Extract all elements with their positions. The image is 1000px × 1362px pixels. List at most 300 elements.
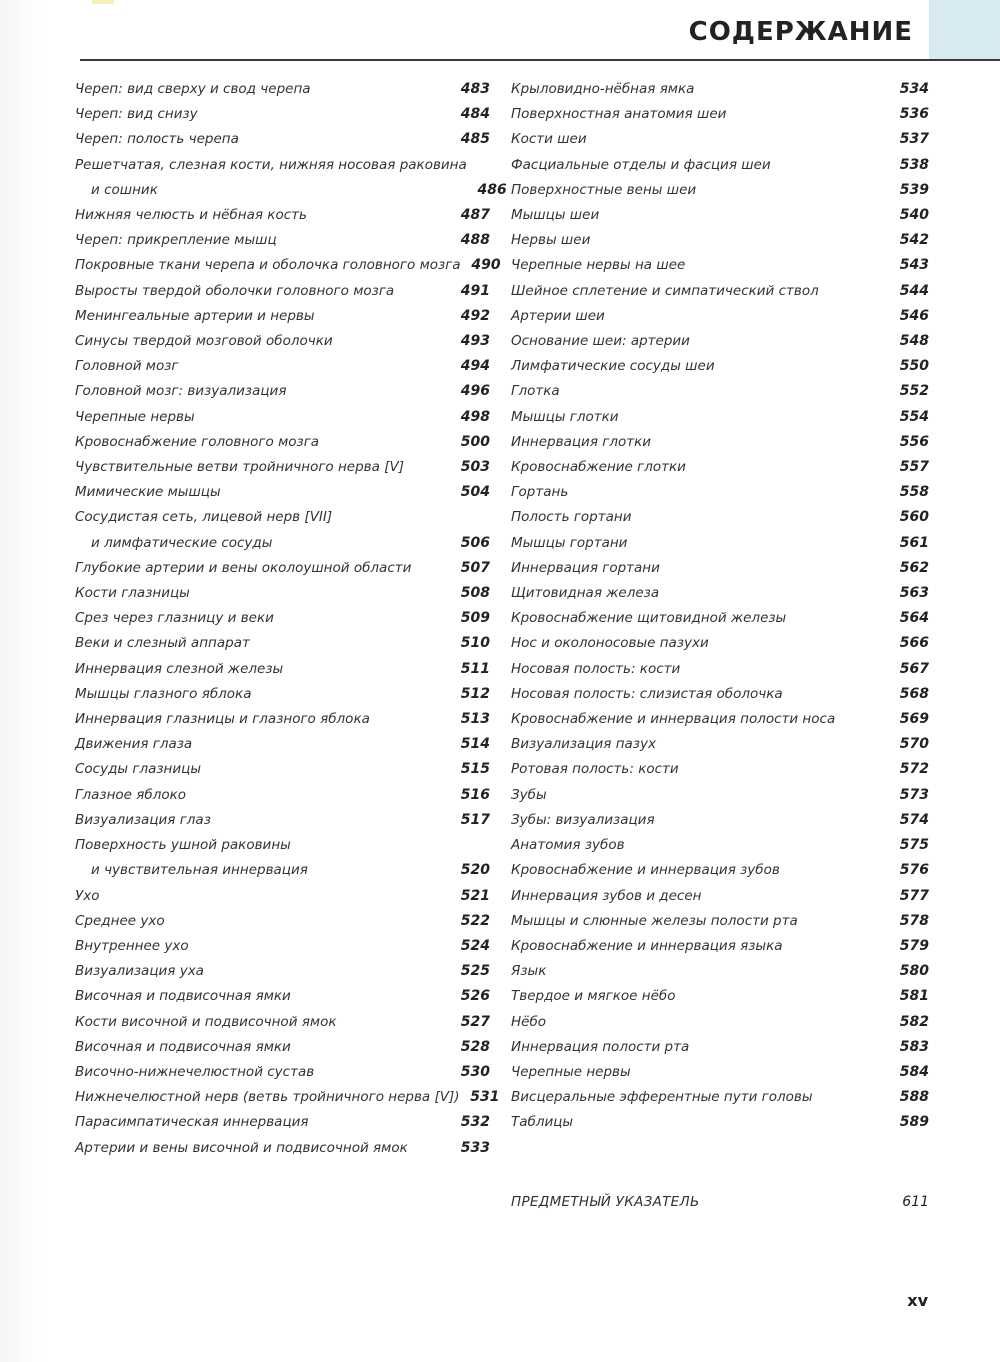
toc-entry-title	[511, 480, 889, 505]
toc-entry-title	[511, 531, 889, 556]
toc-entry-title	[75, 77, 450, 102]
toc-entry-page: 548	[899, 333, 929, 350]
toc-entry-page: 567	[899, 660, 929, 677]
toc-entry-page: 562	[899, 559, 929, 576]
toc-entry-page: 514	[460, 736, 490, 753]
toc-entry-title	[511, 253, 889, 278]
toc-entry-title-line: Визуализация глаз	[75, 811, 211, 828]
toc-entry-title	[75, 833, 450, 883]
toc-entry-title-line: Кости височной и подвисочной ямок	[75, 1013, 337, 1030]
toc-entry-title-line: Решетчатая, слезная кости, нижняя носовая раковина	[75, 156, 467, 173]
toc-entry[interactable]	[75, 102, 490, 127]
toc-entry[interactable]	[75, 1110, 490, 1135]
toc-entry-page: 532	[460, 1114, 490, 1131]
toc-entry-page: 491	[460, 282, 490, 299]
toc-entry-title-line: Чувствительные ветви тройничного нерва [V]	[75, 459, 404, 476]
toc-entry[interactable]	[511, 682, 929, 707]
toc-entry-page: 530	[460, 1063, 490, 1080]
toc-entry-title-line: Мышцы шеи	[511, 207, 600, 224]
toc-entry-title-line: Кости шеи	[511, 131, 587, 148]
toc-entry-page: 570	[899, 736, 929, 753]
toc-entry-title-line: Срез через глазницу и веки	[75, 610, 274, 627]
toc-entry-page: 511	[460, 660, 490, 677]
toc-entry[interactable]	[75, 304, 490, 329]
toc-entry-title-line: Ухо	[75, 887, 100, 904]
toc-entry[interactable]	[511, 178, 929, 203]
toc-entry-page: 546	[899, 307, 929, 324]
toc-entry-page: 550	[899, 358, 929, 375]
toc-entry-page: 506	[460, 534, 490, 551]
toc-entry-title	[511, 379, 889, 404]
toc-entry-title	[75, 329, 450, 354]
toc-entry-title-line: Внутреннее ухо	[75, 937, 189, 954]
toc-entry[interactable]	[511, 631, 929, 656]
toc-entry[interactable]	[511, 153, 929, 178]
toc-entry[interactable]	[75, 884, 490, 909]
toc-entry[interactable]	[511, 707, 929, 732]
toc-entry-page: 515	[460, 761, 490, 778]
toc-entry-title	[75, 707, 450, 732]
toc-entry-title	[75, 984, 450, 1009]
toc-entry-title	[75, 1035, 450, 1060]
toc-entry[interactable]	[75, 405, 490, 430]
toc-entry-title	[511, 959, 889, 984]
toc-entry-title	[75, 379, 450, 404]
toc-entry[interactable]	[75, 959, 490, 984]
toc-entry-page: 528	[460, 1038, 490, 1055]
toc-entry-page: 503	[460, 459, 490, 476]
toc-entry-title-line: Носовая полость: слизистая оболочка	[511, 685, 783, 702]
toc-index-entry[interactable]	[511, 1190, 929, 1215]
toc-entry-page: 525	[460, 963, 490, 980]
toc-entry-title-continuation: и чувствительная иннервация	[91, 862, 308, 879]
toc-entry[interactable]	[511, 556, 929, 581]
toc-entry[interactable]	[75, 934, 490, 959]
toc-entry-title	[75, 203, 450, 228]
toc-entry-title-line: Мышцы глазного яблока	[75, 685, 252, 702]
toc-entry-title	[511, 304, 889, 329]
toc-entry-title	[511, 631, 889, 656]
toc-entry-page: 534	[899, 81, 929, 97]
toc-entry-title	[75, 1110, 450, 1135]
toc-entry-title-line: Твердое и мягкое нёбо	[511, 988, 676, 1005]
toc-entry[interactable]	[75, 606, 490, 631]
toc-entry[interactable]	[75, 707, 490, 732]
toc-entry-title	[511, 808, 889, 833]
toc-entry[interactable]	[511, 808, 929, 833]
toc-entry-title-line: Сосудистая сеть, лицевой нерв [VII]	[75, 509, 333, 526]
toc-entry-title-line: Нервы шеи	[511, 232, 591, 249]
toc-entry-page: 490	[471, 257, 501, 274]
toc-entry-page: 536	[899, 106, 929, 123]
toc-entry[interactable]	[75, 909, 490, 934]
toc-entry-title	[75, 480, 450, 505]
toc-entry-title	[75, 808, 450, 833]
toc-entry-page: 589	[899, 1114, 929, 1131]
toc-entry[interactable]	[75, 556, 490, 581]
toc-entry[interactable]	[511, 329, 929, 354]
toc-entry-title	[75, 405, 450, 430]
toc-entry-title	[511, 1085, 889, 1110]
toc-entry-title	[511, 909, 889, 934]
toc-entry[interactable]	[75, 77, 490, 102]
toc-entry-title-line: Гортань	[511, 484, 569, 501]
toc-entry-title	[75, 934, 450, 959]
toc-entry-title	[75, 127, 450, 152]
toc-entry[interactable]	[75, 1060, 490, 1085]
toc-entry[interactable]	[511, 783, 929, 808]
toc-entry-title-line: Полость гортани	[511, 509, 632, 526]
toc-entry[interactable]	[511, 354, 929, 379]
toc-entry-title	[511, 329, 889, 354]
toc-entry-title-line: Кровоснабжение щитовидной железы	[511, 610, 787, 627]
toc-entry-title-line: Щитовидная железа	[511, 585, 660, 602]
toc-entry-title	[511, 858, 889, 883]
toc-entry-title-line: Носовая полость: кости	[511, 660, 681, 677]
toc-entry-title	[75, 884, 450, 909]
toc-entry-title-line: Артерии и вены височной и подвисочной ямок	[75, 1139, 408, 1156]
toc-entry-title	[511, 1060, 889, 1085]
toc-entry-title-line: Мышцы гортани	[511, 534, 628, 551]
toc-entry-title	[75, 581, 450, 606]
toc-entry-title-line: Выросты твердой оболочки головного мозга	[75, 282, 395, 299]
toc-entry[interactable]	[75, 833, 490, 883]
toc-entry-title-line: Кровоснабжение глотки	[511, 459, 686, 476]
toc-entry[interactable]	[75, 228, 490, 253]
toc-entry-title-line: Иннервация полости рта	[511, 1038, 690, 1055]
toc-entry-title-line: Черепные нервы	[75, 408, 195, 425]
toc-entry-title	[511, 581, 889, 606]
toc-entry[interactable]	[511, 480, 929, 505]
page-edge-tint	[0, 0, 44, 1362]
toc-entry[interactable]	[511, 127, 929, 152]
toc-entry-title-line: Основание шеи: артерии	[511, 333, 690, 350]
toc-entry-page: 493	[460, 333, 490, 350]
toc-entry[interactable]	[75, 1136, 490, 1161]
toc-left-column	[75, 77, 507, 1161]
toc-entry-page: 512	[460, 685, 490, 702]
toc-entry-title	[75, 102, 450, 127]
toc-entry[interactable]	[511, 1110, 929, 1135]
toc-entry-page: 524	[460, 937, 490, 954]
toc-entry[interactable]	[511, 203, 929, 228]
toc-entry-title	[511, 505, 889, 530]
toc-entry[interactable]	[511, 430, 929, 455]
toc-entry[interactable]	[511, 228, 929, 253]
toc-entry-title-line: Череп: прикрепление мышц	[75, 232, 277, 249]
toc-entry-page: 516	[460, 786, 490, 803]
toc-entry-page: 552	[899, 383, 929, 400]
toc-entry[interactable]	[511, 279, 929, 304]
toc-entry-title	[511, 732, 889, 757]
toc-entry[interactable]	[511, 858, 929, 883]
toc-entry-title	[75, 228, 450, 253]
toc-entry-title	[511, 657, 889, 682]
toc-entry-title	[511, 77, 889, 102]
toc-entry-title	[75, 606, 450, 631]
toc-entry[interactable]	[75, 783, 490, 808]
toc-entry-title-line: Покровные ткани черепа и оболочка головного мозга	[75, 257, 461, 274]
toc-entry-title	[511, 153, 889, 178]
toc-entry-title-continuation: и лимфатические сосуды	[91, 534, 273, 551]
toc-entry[interactable]	[75, 682, 490, 707]
toc-entry-page: 544	[899, 282, 929, 299]
toc-entry-page: 537	[899, 131, 929, 148]
toc-entry[interactable]	[75, 354, 490, 379]
toc-entry[interactable]	[75, 657, 490, 682]
toc-entry-page: 513	[460, 711, 490, 728]
toc-entry-title	[511, 984, 889, 1009]
toc-entry[interactable]	[75, 757, 490, 782]
toc-entry[interactable]	[75, 808, 490, 833]
toc-entry-title-line: Зубы: визуализация	[511, 811, 655, 828]
toc-entry-title-line: Поверхностная анатомия шеи	[511, 106, 727, 123]
toc-entry-title-line: Глубокие артерии и вены околоушной области	[75, 559, 412, 576]
toc-entry-title	[75, 757, 450, 782]
toc-entry-title	[75, 430, 450, 455]
toc-entry-title	[511, 783, 889, 808]
toc-entry[interactable]	[511, 304, 929, 329]
toc-entry[interactable]	[511, 405, 929, 430]
toc-entry[interactable]	[511, 77, 929, 102]
toc-entry-title-line: Висцеральные эфферентные пути головы	[511, 1089, 813, 1106]
toc-entry-page: 521	[460, 887, 490, 904]
toc-entry-title-line: Головной мозг	[75, 358, 179, 375]
toc-entry-title	[75, 279, 450, 304]
toc-entry[interactable]	[75, 253, 501, 278]
toc-entry-page: 560	[899, 509, 929, 526]
toc-entry-title-line: Череп: полость черепа	[75, 131, 239, 148]
toc-entry-title	[75, 354, 450, 379]
toc-entry[interactable]	[511, 581, 929, 606]
toc-entry-page: 566	[899, 635, 929, 652]
toc-entry[interactable]	[511, 909, 929, 934]
toc-entry[interactable]	[511, 1060, 929, 1085]
toc-entry[interactable]	[75, 153, 507, 203]
toc-entry-title	[511, 1110, 889, 1135]
toc-entry-page: 543	[899, 257, 929, 274]
toc-entry-page: 581	[899, 988, 929, 1005]
toc-entry-page: 533	[460, 1139, 490, 1156]
toc-entry[interactable]	[511, 732, 929, 757]
toc-entry-page: 554	[899, 408, 929, 425]
index-entry-label: ПРЕДМЕТНЫЙ УКАЗАТЕЛЬ	[511, 1194, 700, 1210]
toc-entry-page: 584	[899, 1063, 929, 1080]
toc-entry-title-line: Череп: вид сверху и свод черепа	[75, 81, 311, 97]
toc-entry-title-line: Кости глазницы	[75, 585, 190, 602]
toc-entry[interactable]	[511, 934, 929, 959]
toc-entry-title-line: Синусы твердой мозговой оболочки	[75, 333, 333, 350]
toc-entry-title	[511, 127, 889, 152]
toc-entry-title-line: Визуализация уха	[75, 963, 204, 980]
toc-entry-title-line: Глазное яблоко	[75, 786, 187, 803]
toc-entry-title-line: Визуализация пазух	[511, 736, 656, 753]
toc-entry[interactable]	[511, 606, 929, 631]
toc-entry-page: 486	[477, 181, 507, 198]
toc-entry-page: 569	[899, 711, 929, 728]
toc-entry-title-line: Иннервация глазницы и глазного яблока	[75, 711, 370, 728]
toc-entry-title-line: Мышцы глотки	[511, 408, 619, 425]
toc-entry-page: 540	[899, 207, 929, 224]
toc-entry-title-line: Менингеальные артерии и нервы	[75, 307, 315, 324]
toc-entry-title-line: Кровоснабжение и иннервация полости носа	[511, 711, 836, 728]
toc-entry-title-line: Среднее ухо	[75, 912, 165, 929]
toc-entry-page: 582	[899, 1013, 929, 1030]
toc-entry-title	[75, 1010, 450, 1035]
toc-entry-page: 498	[460, 408, 490, 425]
toc-entry-page: 557	[899, 459, 929, 476]
toc-entry-page: 526	[460, 988, 490, 1005]
toc-entry[interactable]	[75, 203, 490, 228]
toc-entry[interactable]	[75, 631, 490, 656]
toc-entry[interactable]	[511, 884, 929, 909]
top-edge-mark	[92, 0, 114, 4]
toc-entry-title	[75, 505, 450, 555]
toc-entry-title	[75, 304, 450, 329]
toc-entry-title	[75, 682, 450, 707]
toc-entry-title	[511, 203, 889, 228]
toc-entry-title-line: Таблицы	[511, 1114, 574, 1131]
toc-entry-page: 568	[899, 685, 929, 702]
toc-entry-page: 527	[460, 1013, 490, 1030]
toc-entry[interactable]	[75, 455, 490, 480]
toc-entry-title	[75, 959, 450, 984]
toc-entry-page: 504	[460, 484, 490, 501]
toc-entry-title	[75, 1136, 450, 1161]
toc-entry-page: 538	[899, 156, 929, 173]
toc-entry-page: 531	[470, 1089, 500, 1106]
toc-entry[interactable]	[75, 505, 490, 555]
page-number: xv	[907, 1291, 928, 1310]
toc-entry-title-line: Анатомия зубов	[511, 837, 625, 854]
toc-entry[interactable]	[75, 984, 490, 1009]
toc-entry-title	[75, 253, 461, 278]
toc-entry-title	[511, 1035, 889, 1060]
toc-entry-page: 496	[460, 383, 490, 400]
toc-entry[interactable]	[511, 1035, 929, 1060]
toc-entry-title-line: Лимфатические сосуды шеи	[511, 358, 715, 375]
toc-entry[interactable]	[75, 480, 490, 505]
toc-entry-title	[511, 934, 889, 959]
toc-entry-page: 572	[899, 761, 929, 778]
toc-entry[interactable]	[75, 1085, 500, 1110]
toc-entry[interactable]	[75, 329, 490, 354]
toc-entry-title	[511, 682, 889, 707]
toc-entry-title-line: Шейное сплетение и симпатический ствол	[511, 282, 819, 299]
toc-entry-title-line: Кровоснабжение и иннервация языка	[511, 937, 783, 954]
toc-entry-title-line: Нос и околоносовые пазухи	[511, 635, 709, 652]
toc-entry-title-line: Поверхность ушной раковины	[75, 837, 291, 854]
toc-entry-title	[511, 405, 889, 430]
title-rule	[80, 59, 1000, 61]
toc-entry-title	[75, 657, 450, 682]
toc-entry[interactable]	[511, 1085, 929, 1110]
toc-entry[interactable]	[75, 1010, 490, 1035]
toc-entry-title-line: Височно-нижнечелюстной сустав	[75, 1063, 315, 1080]
toc-entry-title	[511, 430, 889, 455]
toc-entry-title-line: Височная и подвисочная ямки	[75, 988, 291, 1005]
toc-entry[interactable]	[75, 430, 490, 455]
toc-entry-title	[511, 556, 889, 581]
toc-entry-title	[511, 707, 889, 732]
toc-entry-title-line: Нижнечелюстной нерв (ветвь тройничного нерва [V])	[75, 1089, 460, 1106]
toc-entry-page: 577	[899, 887, 929, 904]
toc-entry-title-line: Иннервация гортани	[511, 559, 660, 576]
page-title: СОДЕРЖАНИЕ	[688, 17, 913, 47]
toc-entry-title-line: Парасимпатическая иннервация	[75, 1114, 309, 1131]
toc-entry-title-line: Головной мозг: визуализация	[75, 383, 287, 400]
toc-entry-page: 558	[899, 484, 929, 501]
toc-entry-page: 556	[899, 433, 929, 450]
toc-entry-title	[75, 1060, 450, 1085]
toc-entry-title	[511, 1010, 889, 1035]
toc-entry-page: 573	[899, 786, 929, 803]
toc-entry-title-line: Черепные нервы на шее	[511, 257, 686, 274]
toc-entry-title-line: Кровоснабжение и иннервация зубов	[511, 862, 780, 879]
toc-entry-page: 578	[899, 912, 929, 929]
toc-entry-page: 485	[460, 131, 490, 148]
toc-entry[interactable]	[511, 757, 929, 782]
toc-entry[interactable]	[511, 984, 929, 1009]
toc-entry-title-line: Ротовая полость: кости	[511, 761, 679, 778]
toc-entry-page: 522	[460, 912, 490, 929]
toc-entry-page: 520	[460, 862, 490, 879]
toc-entry-page: 487	[460, 207, 490, 224]
toc-entry[interactable]	[511, 959, 929, 984]
toc-entry-title	[511, 455, 889, 480]
toc-entry[interactable]	[511, 1010, 929, 1035]
toc-entry[interactable]	[75, 379, 490, 404]
toc-entry-title-line: Фасциальные отделы и фасция шеи	[511, 156, 771, 173]
toc-entry-title	[511, 833, 889, 858]
toc-entry-page: 494	[460, 358, 490, 375]
toc-entry-title-line: Кровоснабжение головного мозга	[75, 433, 320, 450]
toc-entry-title-line: Поверхностные вены шеи	[511, 181, 697, 198]
toc-entry-page: 575	[899, 837, 929, 854]
toc-entry[interactable]	[511, 253, 929, 278]
toc-entry[interactable]	[75, 127, 490, 152]
toc-entry-page: 542	[899, 232, 929, 249]
toc-entry[interactable]	[511, 102, 929, 127]
toc-entry-title	[511, 279, 889, 304]
toc-entry-page: 488	[460, 232, 490, 249]
toc-entry-title	[511, 178, 889, 203]
toc-entry[interactable]	[511, 505, 929, 530]
toc-entry-title-line: Язык	[511, 963, 547, 980]
toc-entry[interactable]	[75, 581, 490, 606]
toc-entry-title	[511, 606, 889, 631]
toc-entry-page: 588	[899, 1089, 929, 1106]
toc-entry[interactable]	[511, 531, 929, 556]
toc-entry[interactable]	[511, 379, 929, 404]
toc-entry-title	[511, 884, 889, 909]
toc-entry-title-line: Артерии шеи	[511, 307, 605, 324]
toc-entry-title-continuation: и сошник	[91, 181, 158, 198]
toc-entry-title	[511, 757, 889, 782]
toc-entry[interactable]	[75, 1035, 490, 1060]
toc-entry[interactable]	[511, 833, 929, 858]
toc-entry[interactable]	[511, 657, 929, 682]
toc-entry[interactable]	[75, 732, 490, 757]
section-color-tab	[929, 0, 1000, 60]
toc-entry-title-line: Черепные нервы	[511, 1063, 631, 1080]
toc-entry[interactable]	[75, 279, 490, 304]
toc-entry-page: 564	[899, 610, 929, 627]
toc-entry-page: 484	[460, 106, 490, 123]
toc-entry[interactable]	[511, 455, 929, 480]
toc-entry-page: 510	[460, 635, 490, 652]
toc-entry-title	[75, 1085, 460, 1110]
